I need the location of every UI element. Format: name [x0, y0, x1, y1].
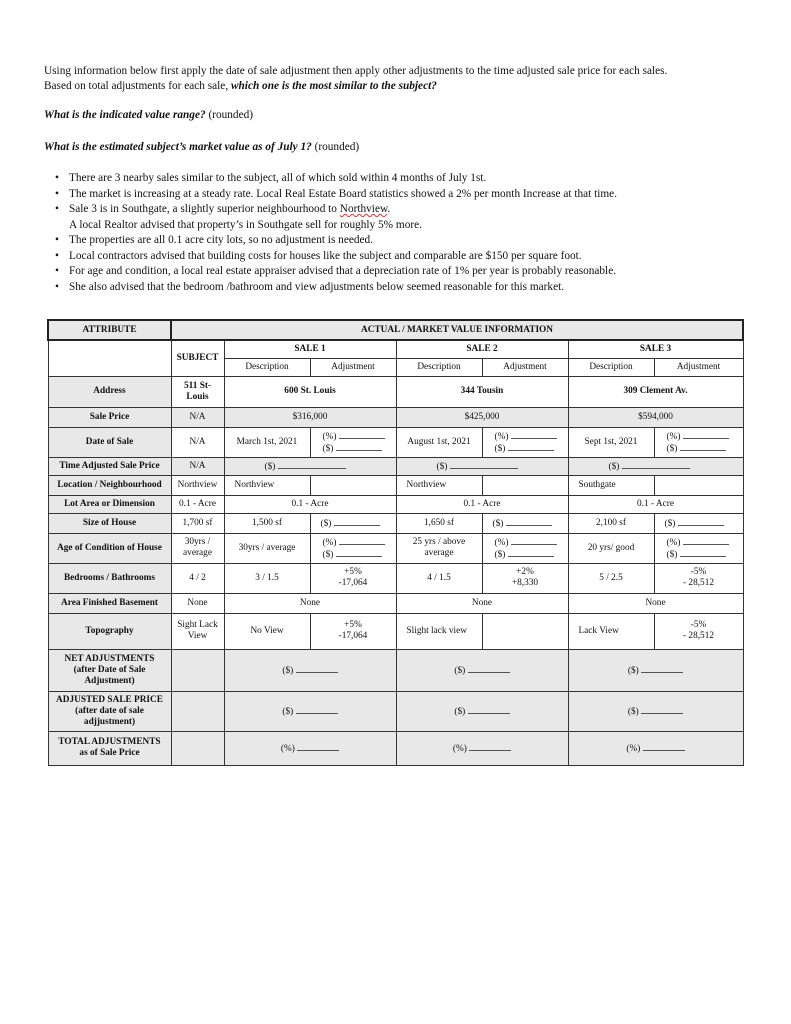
question-2-note: (rounded) — [311, 141, 360, 153]
bullet-icon: • — [55, 265, 59, 277]
blank-field[interactable] — [278, 460, 346, 469]
question-2-text: What is the estimated subject’s market value as of July 1? — [44, 141, 312, 153]
sale-3-value: Lack View — [568, 613, 654, 649]
row-label: TOTAL ADJUSTMENTS as of Sale Price — [48, 731, 171, 765]
instruction-line-1: Using information below first apply the date of sale adjustment then apply other adjustments to the time adjusted sale price for each sales. — [44, 65, 668, 77]
table-row — [48, 563, 743, 593]
table-row — [48, 495, 743, 513]
blank-field[interactable] — [334, 517, 380, 526]
list-item — [52, 202, 752, 218]
row-label: NET ADJUSTMENTS (after Date of Sale Adjustment) — [48, 649, 171, 691]
question-1-text: What is the indicated value range? — [44, 109, 206, 121]
sale-3-value: Southgate — [568, 475, 654, 495]
sale-2-value: 0.1 - Acre — [396, 495, 568, 513]
blank-field[interactable] — [506, 517, 552, 526]
list-item-text: For age and condition, a local real estate appraiser advised that a depreciation rate of 1% per year is probably reasonable. — [69, 265, 617, 277]
sale-2-net-adjustment[interactable] — [396, 649, 568, 691]
question-market-value — [44, 141, 359, 153]
blank-field[interactable] — [641, 705, 683, 714]
sale-3-size-adjustment[interactable] — [654, 513, 743, 533]
sale-3-value: $594,000 — [568, 407, 743, 427]
instruction-line-2-text: Based on total adjustments for each sale, — [44, 80, 231, 92]
column-adjustment: Adjustment — [654, 358, 743, 376]
table-row — [48, 691, 743, 731]
list-item-text: Local contractors advised that building costs for houses like the subject and comparable are $150 per square foot. — [69, 249, 582, 262]
list-item — [52, 280, 752, 296]
blank-field[interactable] — [336, 548, 382, 557]
sale-3-date-adjustment[interactable] — [654, 427, 743, 457]
row-label: Topography — [48, 613, 171, 649]
subject-value — [171, 731, 224, 765]
dollar-label: ($) — [666, 550, 678, 560]
sale-2-value: 344 Tousin — [396, 376, 568, 407]
dollar-label: ($) — [608, 461, 620, 472]
bullet-icon: • — [55, 280, 59, 293]
sale-2-header: SALE 2 — [396, 340, 568, 358]
sale-1-size-adjustment[interactable] — [310, 513, 396, 533]
row-label: Lot Area or Dimension — [48, 495, 171, 513]
table-row — [48, 457, 743, 475]
sale-2-value: Slight lack view — [396, 613, 482, 649]
list-item — [52, 187, 752, 203]
list-item-text: The properties are all 0.1 acre city lots, so no adjustment is needed. — [69, 234, 373, 246]
table-row — [48, 427, 743, 457]
facts-list — [52, 171, 752, 295]
table-row — [48, 613, 743, 649]
dollar-label: ($) — [494, 444, 506, 454]
sale-2-value: 1,650 sf — [396, 513, 482, 533]
blank-field[interactable] — [511, 430, 557, 439]
column-adjustment: Adjustment — [310, 358, 396, 376]
sale-1-value: No View — [224, 613, 310, 649]
blank-field[interactable] — [468, 705, 510, 714]
dollar-label: ($) — [282, 706, 294, 717]
table-row — [48, 533, 743, 563]
sale-1-value: 3 / 1.5 — [224, 563, 310, 593]
percent-label: (%) — [494, 538, 509, 548]
bullet-icon: • — [55, 203, 59, 215]
sale-2-age-adjustment[interactable] — [482, 533, 568, 563]
question-1-note: (rounded) — [205, 109, 253, 121]
sale-2-total-adjustment[interactable] — [396, 731, 568, 765]
sale-2-value: August 1st, 2021 — [396, 427, 482, 457]
blank-field[interactable] — [678, 517, 724, 526]
subject-header: SUBJECT — [171, 340, 224, 376]
column-adjustment: Adjustment — [482, 358, 568, 376]
list-item-text: There are 3 nearby sales similar to the subject, all of which sold within 4 months of July 1st. — [69, 172, 487, 184]
sale-1-value: 600 St. Louis — [224, 376, 396, 407]
table-row — [48, 649, 743, 691]
row-label: Time Adjusted Sale Price — [48, 457, 171, 475]
subject-value — [171, 649, 224, 691]
subject-value: N/A — [171, 407, 224, 427]
dollar-label: ($) — [627, 665, 639, 676]
table-row — [48, 513, 743, 533]
instruction-line-2 — [44, 79, 764, 94]
list-item — [52, 171, 752, 187]
row-label: Location / Neighbourhood — [48, 475, 171, 495]
sale-2-size-adjustment[interactable] — [482, 513, 568, 533]
sale-3-view-adjustment: -5% - 28,512 — [654, 613, 743, 649]
instructions — [44, 64, 764, 94]
bullet-icon: • — [55, 234, 59, 246]
blank-field[interactable] — [508, 442, 554, 451]
dollar-label: ($) — [320, 518, 332, 529]
sale-1-net-adjustment[interactable] — [224, 649, 396, 691]
list-item-text: A local Realtor advised that property’s in Southgate sell for roughly 5% more. — [69, 218, 422, 231]
sale-1-time-adjusted-price[interactable] — [224, 457, 396, 475]
list-item-text: Sale 3 is in Southgate, a slightly superior neighbourhood to — [69, 203, 340, 215]
blank-field[interactable] — [297, 742, 339, 751]
dollar-label: ($) — [627, 706, 639, 717]
sale-3-value: 5 / 2.5 — [568, 563, 654, 593]
row-label: ADJUSTED SALE PRICE (after date of sale adjjustment) — [48, 691, 171, 731]
list-item — [52, 264, 752, 280]
table-row — [48, 731, 743, 765]
sale-1-value: 0.1 - Acre — [224, 495, 396, 513]
column-description: Description — [568, 358, 654, 376]
sale-3-value: 20 yrs/ good — [568, 533, 654, 563]
dollar-label: ($) — [664, 518, 676, 529]
list-item-text: The market is increasing at a steady rate. Local Real Estate Board statistics showed a 2% per month Increase at that time. — [69, 187, 618, 200]
blank-field[interactable] — [296, 664, 338, 673]
subject-value: None — [171, 593, 224, 613]
dollar-label: ($) — [666, 444, 678, 454]
dollar-label: ($) — [454, 665, 466, 676]
column-description: Description — [224, 358, 310, 376]
percent-label: (%) — [666, 432, 681, 442]
percent-label: (%) — [494, 432, 509, 442]
sale-3-value: Sept 1st, 2021 — [568, 427, 654, 457]
blank-field[interactable] — [339, 536, 385, 545]
sale-1-value: 30yrs / average — [224, 533, 310, 563]
list-item-continuation — [52, 218, 752, 234]
bullet-icon: • — [55, 172, 59, 184]
market-info-header: ACTUAL / MARKET VALUE INFORMATION — [171, 320, 743, 340]
list-item — [52, 249, 752, 265]
percent-label: (%) — [626, 743, 641, 754]
sale-2-value: 25 yrs / above average — [396, 533, 482, 563]
row-label: Address — [48, 376, 171, 407]
list-item-text: . — [387, 203, 391, 215]
sale-1-value: $316,000 — [224, 407, 396, 427]
percent-label: (%) — [280, 743, 295, 754]
blank-field[interactable] — [680, 548, 726, 557]
sale-1-value: 1,500 sf — [224, 513, 310, 533]
table-row — [48, 475, 743, 495]
sale-1-value: None — [224, 593, 396, 613]
row-label: Area Finished Basement — [48, 593, 171, 613]
subject-value: 511 St- Louis — [171, 376, 224, 407]
row-label: Bedrooms / Bathrooms — [48, 563, 171, 593]
sale-3-bed-adjustment: -5% - 28,512 — [654, 563, 743, 593]
sale-3-time-adjusted-price[interactable] — [568, 457, 743, 475]
sale-1-view-adjustment: +5% -17,064 — [310, 613, 396, 649]
subject-value — [171, 691, 224, 731]
sale-1-age-adjustment[interactable] — [310, 533, 396, 563]
blank-field[interactable] — [622, 460, 690, 469]
subject-value: N/A — [171, 457, 224, 475]
blank-field[interactable] — [296, 705, 338, 714]
sale-1-header: SALE 1 — [224, 340, 396, 358]
instruction-line-2-emphasis: which one is the most similar to the subject? — [230, 80, 437, 92]
row-label: Age of Condition of House — [48, 533, 171, 563]
sale-2-bed-adjustment: +2% +8,330 — [482, 563, 568, 593]
sale-3-header: SALE 3 — [568, 340, 743, 358]
table-row — [48, 407, 743, 427]
sale-1-date-adjustment[interactable] — [310, 427, 396, 457]
blank-attribute-cell — [48, 340, 171, 376]
row-label: Size of House — [48, 513, 171, 533]
sale-2-view-adjustment[interactable] — [482, 613, 568, 649]
sale-3-value: None — [568, 593, 743, 613]
sale-2-adjusted-price[interactable] — [396, 691, 568, 731]
row-label: Date of Sale — [48, 427, 171, 457]
bullet-icon: • — [55, 187, 59, 200]
sale-2-value: Northview — [396, 475, 482, 495]
subject-value: Northview — [171, 475, 224, 495]
subject-value: Sight Lack View — [171, 613, 224, 649]
percent-label: (%) — [666, 538, 681, 548]
percent-label: (%) — [452, 743, 467, 754]
blank-field[interactable] — [680, 442, 726, 451]
dollar-label: ($) — [494, 550, 506, 560]
table-row — [48, 376, 743, 407]
blank-field[interactable] — [683, 536, 729, 545]
subject-value: N/A — [171, 427, 224, 457]
dollar-label: ($) — [436, 461, 448, 472]
sale-3-value: 309 Clement Av. — [568, 376, 743, 407]
dollar-label: ($) — [492, 518, 504, 529]
sale-1-value: Northview — [224, 475, 310, 495]
subject-value: 0.1 - Acre — [171, 495, 224, 513]
question-value-range — [44, 109, 253, 121]
dollar-label: ($) — [322, 550, 334, 560]
sale-2-time-adjusted-price[interactable] — [396, 457, 568, 475]
row-label: Sale Price — [48, 407, 171, 427]
dollar-label: ($) — [454, 706, 466, 717]
sale-2-value: $425,000 — [396, 407, 568, 427]
list-item-text: She also advised that the bedroom /bathroom and view adjustments below seemed reasonable for this market. — [69, 280, 565, 293]
sale-3-age-adjustment[interactable] — [654, 533, 743, 563]
blank-field[interactable] — [683, 430, 729, 439]
blank-field[interactable] — [450, 460, 518, 469]
blank-field[interactable] — [468, 664, 510, 673]
percent-label: (%) — [322, 432, 337, 442]
list-item — [52, 233, 752, 249]
bullet-icon: • — [55, 249, 59, 262]
table-row — [48, 593, 743, 613]
sale-2-date-adjustment[interactable] — [482, 427, 568, 457]
misspelled-word: Northview — [339, 203, 388, 215]
column-description: Description — [396, 358, 482, 376]
blank-field[interactable] — [336, 442, 382, 451]
subject-value: 4 / 2 — [171, 563, 224, 593]
sale-3-value: 2,100 sf — [568, 513, 654, 533]
sale-3-total-adjustment[interactable] — [568, 731, 743, 765]
sale-3-net-adjustment[interactable] — [568, 649, 743, 691]
blank-field[interactable] — [469, 742, 511, 751]
blank-field[interactable] — [643, 742, 685, 751]
sale-1-value: March 1st, 2021 — [224, 427, 310, 457]
sale-3-adjustment[interactable] — [654, 475, 743, 495]
blank-field[interactable] — [641, 664, 683, 673]
sale-1-adjustment[interactable] — [310, 475, 396, 495]
dollar-label: ($) — [322, 444, 334, 454]
sale-1-total-adjustment[interactable] — [224, 731, 396, 765]
sale-2-adjustment[interactable] — [482, 475, 568, 495]
blank-field[interactable] — [339, 430, 385, 439]
sale-2-value: None — [396, 593, 568, 613]
dollar-label: ($) — [282, 665, 294, 676]
attribute-header: ATTRIBUTE — [48, 320, 171, 340]
sale-1-bed-adjustment: +5% -17,064 — [310, 563, 396, 593]
dollar-label: ($) — [264, 461, 276, 472]
sale-3-adjusted-price[interactable] — [568, 691, 743, 731]
comparison-table — [47, 319, 744, 766]
blank-field[interactable] — [508, 548, 554, 557]
sale-1-adjusted-price[interactable] — [224, 691, 396, 731]
sale-3-value: 0.1 - Acre — [568, 495, 743, 513]
sale-2-value: 4 / 1.5 — [396, 563, 482, 593]
subject-value: 30yrs / average — [171, 533, 224, 563]
subject-value: 1,700 sf — [171, 513, 224, 533]
blank-field[interactable] — [511, 536, 557, 545]
percent-label: (%) — [322, 538, 337, 548]
